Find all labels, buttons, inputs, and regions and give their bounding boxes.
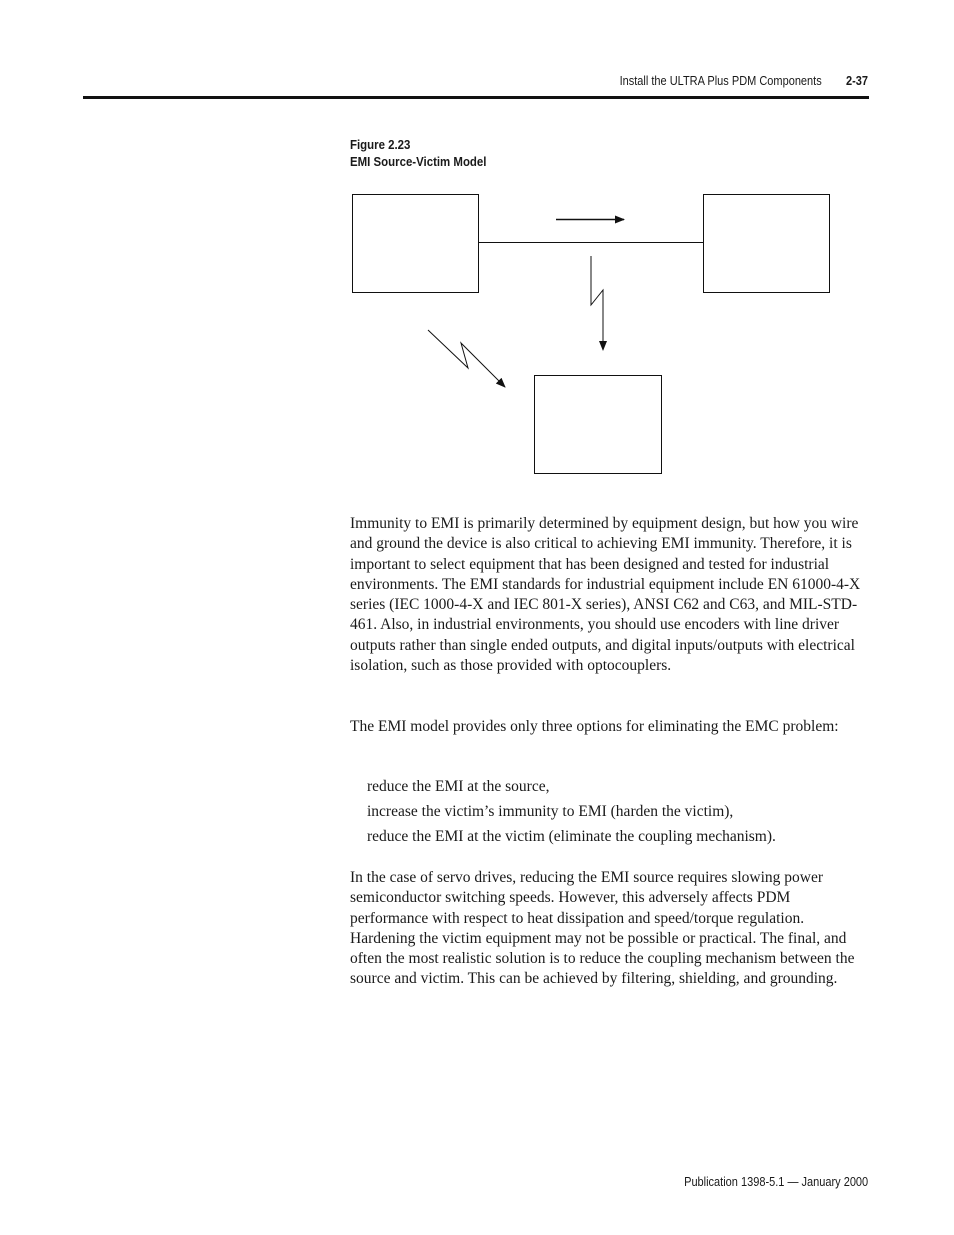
figure-title: EMI Source-Victim Model [350, 154, 487, 169]
publication-footer: Publication 1398-5.1 — January 2000 [683, 1175, 868, 1189]
paragraph-immunity: Immunity to EMI is primarily determined by equipment design, but how you wire and ground the device is also critical to achieving EMI immunity. Therefore, it is important to select equipment that has been designed and tested for industrial environments. The EMI standards for industrial equipment include EN 61000-4-X series (IEC 1000-4-X and IEC 801-X series), ANSI C62 and C63, and MIL-STD-461. Also, in industrial environments, you should use encoders with line driver outputs rather than single ended outputs, and digital inputs/outputs with electrical isolation, such as those provided with optocouplers. [350, 515, 861, 675]
emi-source-victim-diagram [0, 0, 954, 500]
options-list [367, 777, 776, 852]
radiated-arrow-down [591, 256, 603, 350]
victim-box-bottom [535, 376, 662, 474]
paragraph-emi-model: The EMI model provides only three options for eliminating the EMC problem: [350, 718, 839, 735]
radiated-arrow-diagonal [428, 330, 505, 387]
page-number: 2-37 [845, 74, 868, 88]
list-item: increase the victim’s immunity to EMI (harden the victim), [367, 803, 734, 820]
figure-number: Figure 2.23 [350, 137, 411, 152]
victim-box-right [704, 195, 830, 293]
list-item: reduce the EMI at the victim (eliminate the coupling mechanism). [367, 828, 776, 845]
source-box [353, 195, 479, 293]
running-header-title: Install the ULTRA Plus PDM Components [619, 74, 822, 88]
list-item: reduce the EMI at the source, [367, 778, 550, 795]
paragraph-servo-drives: In the case of servo drives, reducing the EMI source requires slowing power semiconductor switching speeds. However, this adversely affects PDM performance with respect to heat dissipation and speed/torque regulation. Hardening the victim equipment may not be possible or practical. The final, and often the most realistic solution is to reduce the coupling mechanism between the source and victim. This can be achieved by filtering, shielding, and grounding. [350, 869, 855, 988]
